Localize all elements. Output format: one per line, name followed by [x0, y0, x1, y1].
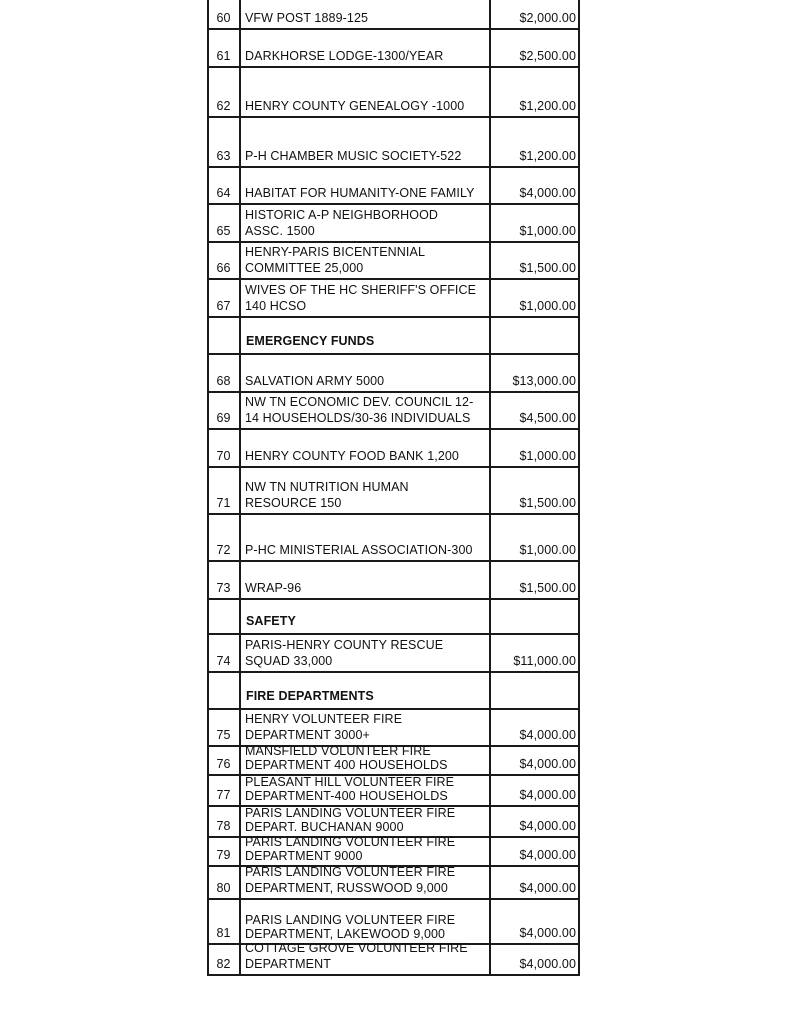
row-description — [245, 373, 491, 389]
description-line: NW TN ECONOMIC DEV. COUNCIL 12- — [245, 395, 474, 409]
description-line: 140 HCSO — [245, 299, 307, 313]
row-description — [245, 806, 491, 834]
row-description — [245, 637, 491, 669]
row-amount: $4,500.00 — [519, 411, 576, 425]
row-description — [245, 148, 491, 164]
row-description — [245, 244, 491, 276]
row-amount: $2,000.00 — [519, 11, 576, 25]
row-number: 74 — [216, 654, 231, 668]
row-description — [245, 448, 491, 464]
row-description — [245, 744, 491, 772]
table-row — [208, 562, 579, 600]
row-number: 60 — [216, 11, 231, 25]
section-header-row — [208, 600, 579, 635]
description-line: NW TN NUTRITION HUMAN — [245, 480, 409, 494]
row-amount: $4,000.00 — [519, 788, 576, 802]
row-number: 72 — [216, 543, 231, 557]
table-row — [208, 776, 579, 807]
description-line: HENRY VOLUNTEER FIRE — [245, 712, 403, 726]
row-amount: $11,000.00 — [513, 654, 576, 668]
row-amount: $4,000.00 — [519, 848, 576, 862]
row-description — [245, 479, 491, 511]
row-number: 73 — [216, 581, 231, 595]
description-line: DEPARTMENT 9000 — [245, 849, 363, 863]
row-number: 68 — [216, 374, 231, 388]
row-number: 63 — [216, 149, 231, 163]
row-amount: $4,000.00 — [519, 728, 576, 742]
row-description — [245, 940, 491, 972]
section-header-row — [208, 318, 579, 355]
row-amount: $1,000.00 — [519, 543, 576, 557]
row-description — [245, 207, 491, 239]
description-line: PARIS LANDING VOLUNTEER FIRE — [245, 865, 456, 879]
table-row — [208, 118, 579, 168]
row-amount: $4,000.00 — [519, 881, 576, 895]
row-description — [245, 282, 491, 314]
description-line: DEPARTMENT — [245, 957, 331, 971]
row-amount: $1,000.00 — [519, 299, 576, 313]
description-line: DEPART. BUCHANAN 9000 — [245, 820, 404, 834]
description-line: ASSC. 1500 — [245, 224, 315, 238]
section-title: EMERGENCY FUNDS — [246, 334, 375, 348]
description-line: P-HC MINISTERIAL ASSOCIATION-300 — [245, 543, 473, 557]
description-line: HENRY COUNTY FOOD BANK 1,200 — [245, 449, 459, 463]
row-description — [245, 394, 491, 426]
table-row — [208, 355, 579, 393]
description-line: COTTAGE GROVE VOLUNTEER FIRE — [245, 941, 468, 955]
row-description — [245, 580, 491, 596]
table-row — [208, 515, 579, 562]
row-number: 82 — [216, 957, 231, 971]
row-description — [245, 48, 491, 64]
row-amount: $1,500.00 — [519, 496, 576, 510]
table-row — [208, 68, 579, 118]
row-description — [245, 864, 491, 896]
description-line: DEPARTMENT-400 HOUSEHOLDS — [245, 789, 448, 803]
row-amount: $1,200.00 — [519, 99, 576, 113]
table-row — [208, 0, 579, 30]
row-number: 65 — [216, 224, 231, 238]
description-line: PARIS LANDING VOLUNTEER FIRE — [245, 806, 456, 820]
description-line: DEPARTMENT, RUSSWOOD 9,000 — [245, 881, 448, 895]
row-number: 75 — [216, 728, 231, 742]
description-line: SALVATION ARMY 5000 — [245, 374, 385, 388]
row-amount: $4,000.00 — [519, 957, 576, 971]
description-line: P-H CHAMBER MUSIC SOCIETY-522 — [245, 149, 462, 163]
description-line: HABITAT FOR HUMANITY-ONE FAMILY — [245, 186, 475, 200]
row-amount: $4,000.00 — [519, 186, 576, 200]
row-number: 81 — [216, 926, 231, 940]
section-header-row — [208, 673, 579, 710]
row-number: 79 — [216, 848, 231, 862]
description-line: HENRY COUNTY GENEALOGY -1000 — [245, 99, 465, 113]
row-description — [245, 775, 491, 803]
row-amount: $2,500.00 — [519, 49, 576, 63]
row-number: 70 — [216, 449, 231, 463]
description-line: HENRY-PARIS BICENTENNIAL — [245, 245, 425, 259]
row-number: 67 — [216, 299, 231, 313]
row-number: 76 — [216, 757, 231, 771]
description-line: WIVES OF THE HC SHERIFF'S OFFICE — [245, 283, 477, 297]
row-number: 62 — [216, 99, 231, 113]
row-amount: $1,500.00 — [519, 261, 576, 275]
table-row — [208, 900, 579, 945]
table-row — [208, 280, 579, 318]
row-amount: $1,500.00 — [519, 581, 576, 595]
row-description — [245, 10, 491, 26]
row-amount: $13,000.00 — [512, 374, 576, 388]
row-description — [245, 185, 491, 201]
description-line: HISTORIC A-P NEIGHBORHOOD — [245, 208, 439, 222]
row-number: 77 — [216, 788, 231, 802]
table-row — [208, 468, 579, 515]
table-row — [208, 168, 579, 205]
row-number: 80 — [216, 881, 231, 895]
row-amount: $4,000.00 — [519, 926, 576, 940]
table-row — [208, 835, 579, 867]
row-amount: $1,000.00 — [519, 449, 576, 463]
row-number: 61 — [216, 49, 231, 63]
table-row — [208, 30, 579, 68]
description-line: PARIS LANDING VOLUNTEER FIRE — [245, 835, 456, 849]
row-amount: $1,000.00 — [519, 224, 576, 238]
description-line: SQUAD 33,000 — [245, 654, 333, 668]
row-description — [245, 835, 491, 863]
row-number: 78 — [216, 819, 231, 833]
table-row — [208, 393, 579, 430]
section-title: FIRE DEPARTMENTS — [246, 689, 374, 703]
table-row — [208, 941, 579, 976]
description-line: DARKHORSE LODGE-1300/YEAR — [245, 49, 444, 63]
table-row — [208, 635, 579, 673]
row-amount: $1,200.00 — [519, 149, 576, 163]
row-description — [245, 913, 491, 941]
table-row — [208, 430, 579, 468]
table-row — [208, 807, 579, 838]
table-row — [208, 205, 579, 243]
description-line: VFW POST 1889-125 — [245, 11, 369, 25]
table-row — [208, 710, 579, 747]
table-row — [208, 867, 579, 900]
section-title: SAFETY — [246, 614, 296, 628]
table-row — [208, 243, 579, 280]
description-line: COMMITTEE 25,000 — [245, 261, 364, 275]
row-number: 66 — [216, 261, 231, 275]
description-line: PARIS-HENRY COUNTY RESCUE — [245, 638, 444, 652]
row-description — [245, 98, 491, 114]
row-description — [245, 711, 491, 743]
row-number: 64 — [216, 186, 231, 200]
description-line: PARIS LANDING VOLUNTEER FIRE — [245, 913, 456, 927]
row-description — [245, 542, 491, 558]
row-amount: $4,000.00 — [519, 819, 576, 833]
table-row — [208, 744, 579, 776]
row-amount: $4,000.00 — [519, 757, 576, 771]
description-line: DEPARTMENT 3000+ — [245, 728, 370, 742]
description-line: MANSFIELD VOLUNTEER FIRE — [245, 744, 431, 758]
description-line: DEPARTMENT, LAKEWOOD 9,000 — [245, 927, 446, 941]
row-number: 69 — [216, 411, 231, 425]
description-line: DEPARTMENT 400 HOUSEHOLDS — [245, 758, 448, 772]
description-line: 14 HOUSEHOLDS/30-36 INDIVIDUALS — [245, 411, 471, 425]
description-line: WRAP-96 — [245, 581, 302, 595]
row-number: 71 — [216, 496, 231, 510]
description-line: PLEASANT HILL VOLUNTEER FIRE — [245, 775, 455, 789]
description-line: RESOURCE 150 — [245, 496, 342, 510]
